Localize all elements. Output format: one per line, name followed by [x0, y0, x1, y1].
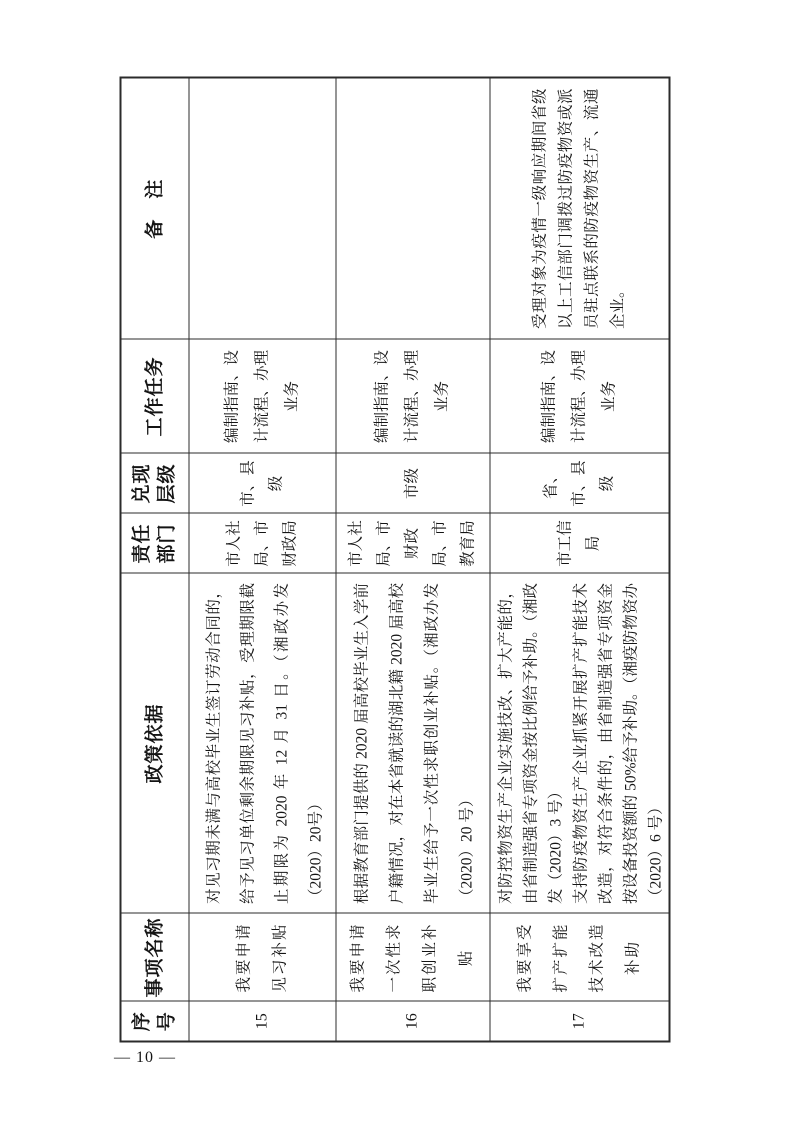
cell-fulfillment-level: 省、市、县级	[490, 454, 670, 514]
cell-remarks	[189, 78, 336, 340]
header-remarks: 备 注	[121, 78, 189, 340]
header-work-task: 工作任务	[121, 340, 189, 454]
policy-paragraph: 对见习期未满与高校毕业生签订劳动合同的，给予见习单位剩余期限见习补贴，受理期限截止期限为 2020 年 12 月 31 日。（湘政办发（2020）20号）	[205, 583, 324, 904]
header-item-name: 事项名称	[121, 914, 189, 1002]
cell-work-task: 编制指南、设计流程、办理业务	[189, 340, 336, 454]
cell-remarks	[336, 78, 490, 340]
cell-remarks: 受理对象为疫情一级响应期间省级以上工信部门调拨过防疫物资或派员驻点联系的防疫物资生产、流通企业。	[490, 78, 670, 340]
cell-serial-number: 16	[336, 1002, 490, 1042]
cell-serial-number: 17	[490, 1002, 670, 1042]
policy-paragraph: 根据教育部门提供的 2020 届高校毕业生入学前户籍情况，对在本省就读的湖北籍 2020 届高校毕业生给予一次性求职创业补贴。（湘政办发（2020）20 号）	[353, 583, 475, 904]
cell-policy-basis	[189, 574, 336, 914]
header-responsible-department: 责任部门	[121, 514, 189, 574]
header-policy-basis: 政策依据	[121, 574, 189, 914]
cell-item-name: 我要申请见习补贴	[189, 914, 336, 1002]
header-serial-number: 序号	[121, 1002, 189, 1042]
cell-fulfillment-level: 市级	[336, 454, 490, 514]
rotated-table-container	[120, 79, 669, 1043]
header-fulfillment-level: 兑现层级	[121, 454, 189, 514]
cell-responsible-department: 市人社局、市财政局	[189, 514, 336, 574]
cell-serial-number: 15	[189, 1002, 336, 1042]
table-row-16	[336, 78, 490, 1042]
policy-paragraph: 支持防疫物资生产企业抓紧开展扩产扩能技术改造，对符合条件的，由省制造强省专项资金按设备投资额的 50%给予补助。（湘疫防物资办（2020）6 号）	[572, 583, 664, 904]
policy-paragraph: 对防控物资生产企业实施技改、扩大产能的，由省制造强省专项资金按比例给予补助。（湘政发（2020）3 号）	[497, 583, 564, 904]
cell-work-task: 编制指南、设计流程、办理业务	[336, 340, 490, 454]
policy-items-table	[120, 77, 671, 1043]
table-row-15	[189, 78, 336, 1042]
cell-responsible-department: 市工信局	[490, 514, 670, 574]
cell-fulfillment-level: 市、县级	[189, 454, 336, 514]
cell-responsible-department: 市人社局、市财政局、市教育局	[336, 514, 490, 574]
cell-work-task: 编制指南、设计流程、办理业务	[490, 340, 670, 454]
cell-policy-basis	[336, 574, 490, 914]
cell-policy-basis	[490, 574, 670, 914]
page-number: — 10 —	[114, 1049, 176, 1066]
cell-item-name: 我要申请一次性求职创业补贴	[336, 914, 490, 1002]
table-row-17	[490, 78, 670, 1042]
table-header-row	[121, 78, 189, 1042]
cell-item-name: 我要享受扩产扩能技术改造补助	[490, 914, 670, 1002]
